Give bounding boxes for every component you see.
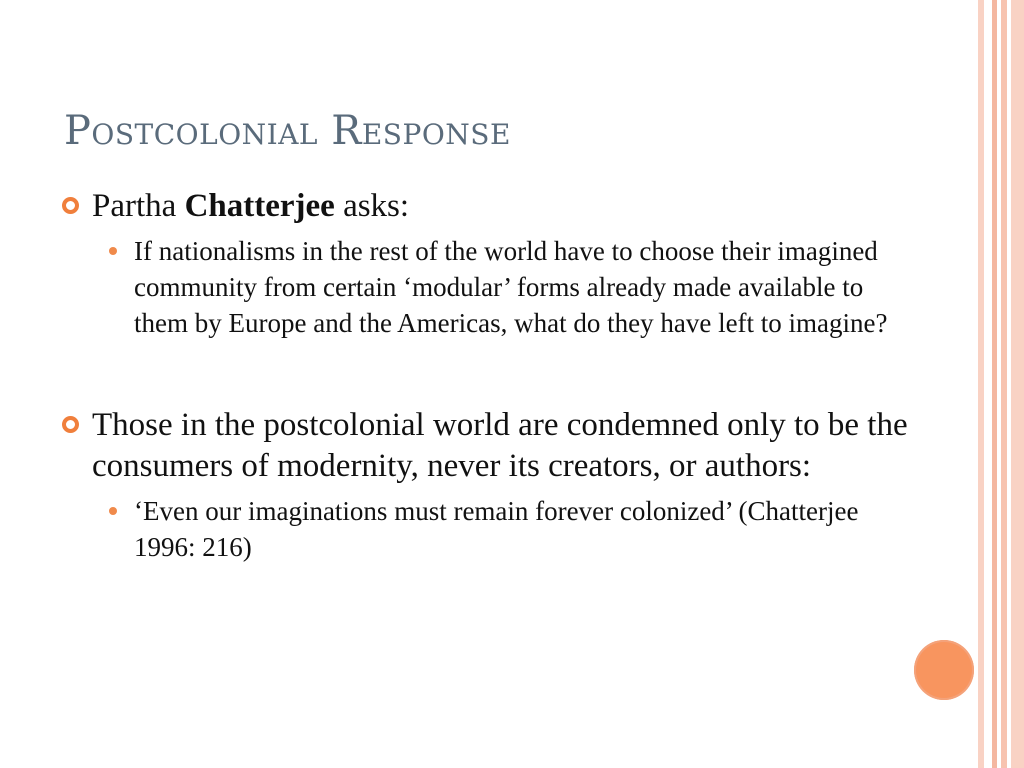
sub-bullet-text: If nationalisms in the rest of the world have to choose their imagined community from certain ‘modular’ forms already made available to them by Europe and the Americas, what do they have left to imagine? [134,236,888,338]
decorative-circle-icon [914,640,974,700]
slide-title: Postcolonial Response [64,108,511,154]
sub-bullet-item [134,233,914,341]
slide-content [62,186,962,565]
dot-bullet-icon [109,247,117,255]
decorative-stripe [1011,0,1024,768]
bullet-text: Those in the postcolonial world are condemned only to be the consumers of modernity, never its creators, or authors: [92,407,908,484]
sub-bullet-text: ‘Even our imaginations must remain forever colonized’ (Chatterjee 1996: 216) [134,496,859,562]
ring-bullet-icon [62,197,79,214]
bullet-text-pre: Partha [92,188,185,224]
bullet-text-post: asks: [334,188,410,224]
bullet-item [62,186,962,227]
ring-bullet-icon [62,416,79,433]
dot-bullet-icon [109,507,117,515]
bullet-item [62,405,962,487]
decorative-stripe [984,0,992,768]
sub-bullet-item [134,493,914,565]
bullet-text-bold: Chatterjee [184,188,335,224]
